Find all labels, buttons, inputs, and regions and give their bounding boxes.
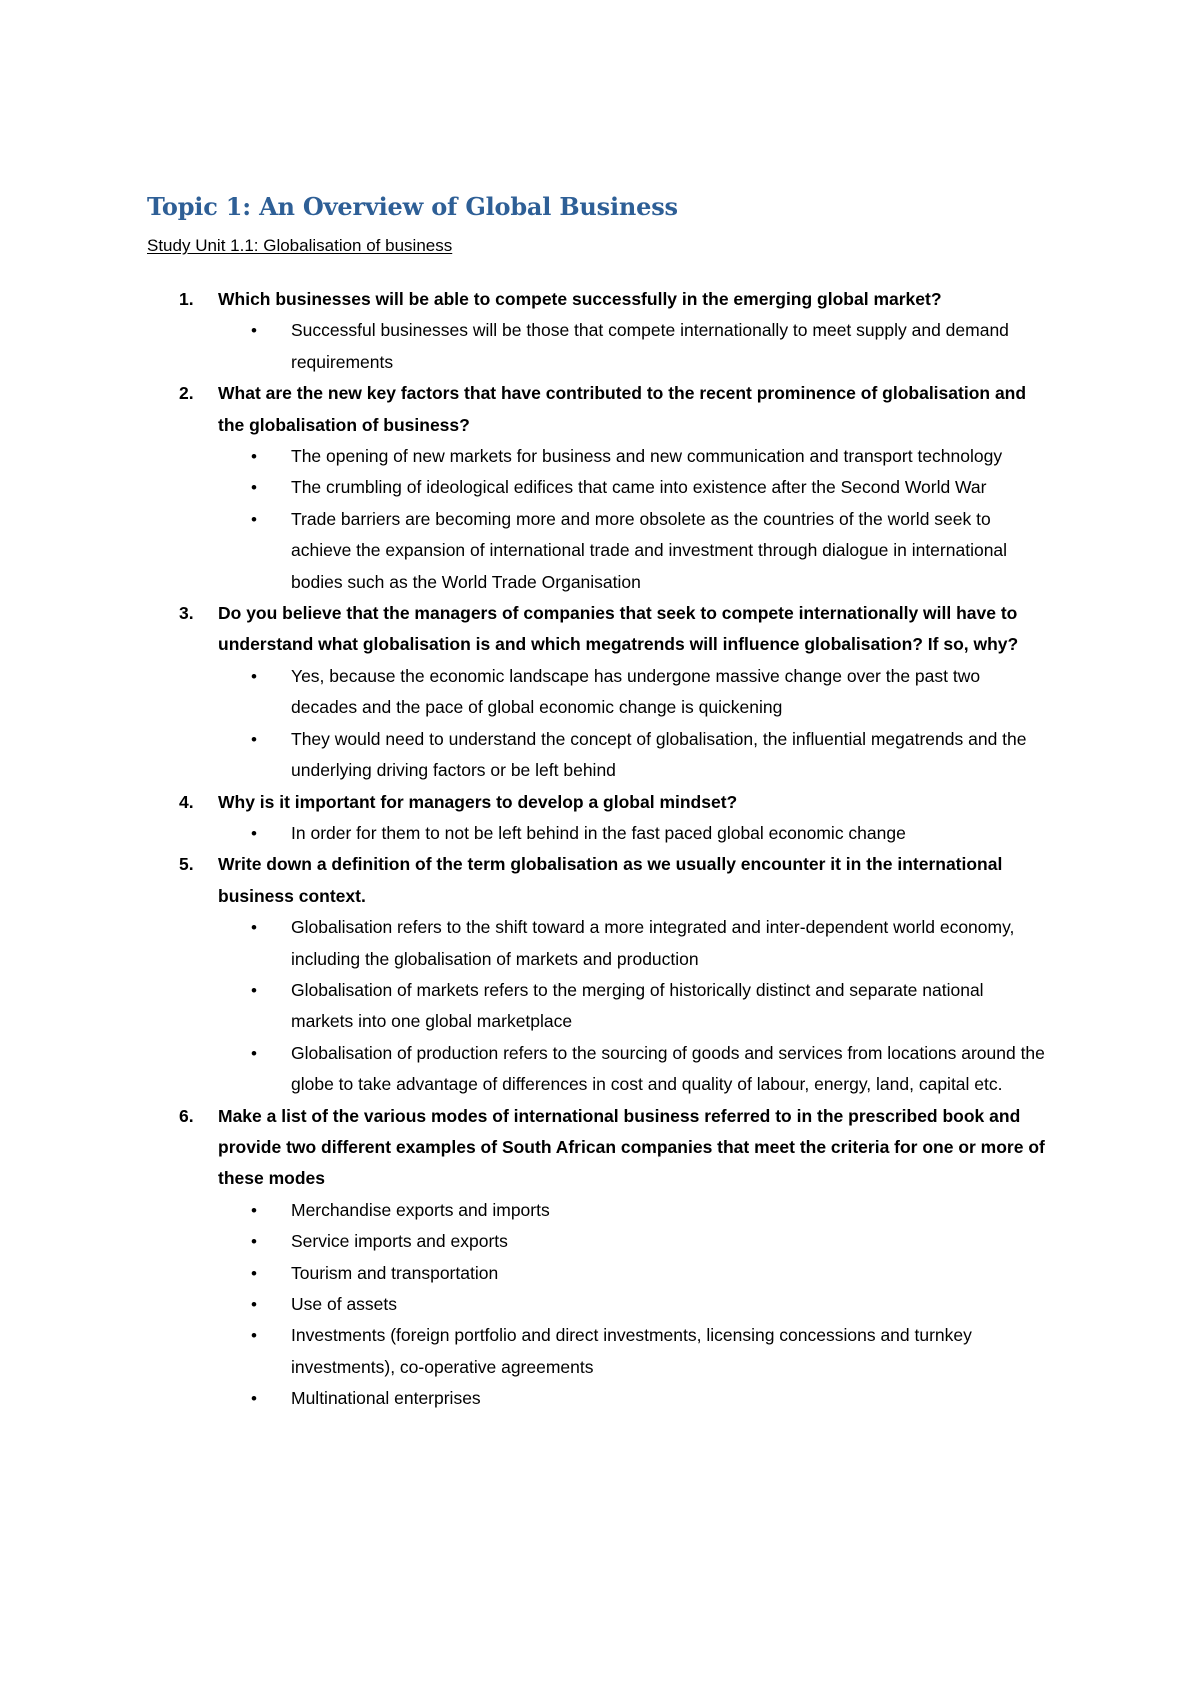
bullet-icon: • <box>251 509 257 529</box>
answer-item <box>0 975 1050 1038</box>
bullet-icon: • <box>251 1263 257 1283</box>
question-item <box>0 284 1200 378</box>
bullet-icon: • <box>251 478 257 498</box>
question-number: 6. <box>179 1105 194 1126</box>
answer-text: Trade barriers are becoming more and more obsolete as the countries of the world seek to achieve the expansion of international trade and investment through dialogue in international bodies such as the World Trade Organisation <box>291 508 1008 592</box>
answer-list <box>218 818 1050 849</box>
answer-item <box>0 1195 1050 1226</box>
answer-item <box>0 1320 1050 1383</box>
bullet-icon: • <box>251 447 257 467</box>
question-text: What are the new key factors that have contributed to the recent prominence of globalisation and the globalisation of business? <box>218 383 1027 435</box>
answer-item <box>0 1038 1050 1101</box>
answer-text: Merchandise exports and imports <box>291 1199 550 1220</box>
bullet-icon: • <box>251 321 257 341</box>
answer-text: In order for them to not be left behind in the fast paced global economic change <box>291 822 906 843</box>
bullet-icon: • <box>251 1043 257 1063</box>
answer-text: Globalisation refers to the shift toward a more integrated and inter-dependent world economy, including the globalisation of markets and production <box>291 917 1015 969</box>
question-item <box>0 849 1200 1100</box>
bullet-icon: • <box>251 666 257 686</box>
answer-list <box>218 441 1050 598</box>
question-text: Why is it important for managers to develop a global mindset? <box>218 791 738 812</box>
answer-item <box>0 315 1050 378</box>
question-number: 2. <box>179 383 194 404</box>
bullet-icon: • <box>251 823 257 843</box>
answer-text: Globalisation of markets refers to the merging of historically distinct and separate national markets into one global marketplace <box>291 979 984 1032</box>
answer-text: Use of assets <box>291 1294 398 1314</box>
answer-list <box>218 661 1050 787</box>
bullet-icon: • <box>251 729 257 749</box>
question-text: Make a list of the various modes of international business referred to in the prescribed book and provide two different examples of South African companies that meet the criteria for one or more of these modes <box>218 1105 1045 1189</box>
question-item <box>0 787 1200 850</box>
bullet-icon: • <box>251 1295 257 1314</box>
answer-text: The crumbling of ideological edifices that came into existence after the Second World War <box>291 477 987 498</box>
question-text: Do you believe that the managers of companies that seek to compete internationally will have to understand what globalisation is and which megatrends will influence globalisation? If so, why? <box>218 603 1019 655</box>
question-item <box>0 378 1200 598</box>
bullet-icon: • <box>251 1389 257 1409</box>
answer-text: Yes, because the economic landscape has undergone massive change over the past two decades and the pace of global economic change is quickening <box>291 665 981 718</box>
bullet-icon: • <box>251 980 257 1000</box>
question-number: 1. <box>179 289 194 309</box>
answer-item <box>0 912 1050 975</box>
answer-text: Tourism and transportation <box>291 1262 499 1283</box>
question-number: 4. <box>179 791 194 812</box>
answer-text: Globalisation of production refers to the sourcing of goods and services from locations around the globe to take advantage of differences in cost and quality of labour, energy, land, capital etc. <box>291 1042 1045 1095</box>
topic-title: Topic 1: An Overview of Global Business <box>147 192 678 221</box>
answer-list <box>218 912 1050 1100</box>
answer-list <box>218 315 1050 378</box>
answer-item <box>0 1383 1050 1414</box>
answer-item <box>0 1289 1050 1320</box>
study-unit-heading: Study Unit 1.1: Globalisation of business <box>147 236 453 255</box>
answer-item <box>0 661 1050 724</box>
answer-text: The opening of new markets for business and new communication and transport technology <box>291 446 1003 467</box>
question-list <box>0 284 1200 1415</box>
bullet-icon: • <box>251 1326 257 1346</box>
answer-item <box>0 504 1050 598</box>
answer-text: Service imports and exports <box>291 1231 508 1252</box>
question-text: Write down a definition of the term globalisation as we usually encounter it in the international business context. <box>218 854 1003 906</box>
answer-item <box>0 724 1050 787</box>
question-number: 3. <box>179 603 194 624</box>
answer-item <box>0 1226 1050 1257</box>
bullet-icon: • <box>251 918 257 938</box>
answer-item <box>0 818 1050 849</box>
answer-text: Successful businesses will be those that compete internationally to meet supply and demand requirements <box>291 320 1009 372</box>
question-item <box>0 598 1200 786</box>
question-text: Which businesses will be able to compete successfully in the emerging global market? <box>218 289 942 309</box>
answer-item <box>0 472 1050 503</box>
answer-text: Multinational enterprises <box>291 1388 481 1409</box>
question-number: 5. <box>179 854 194 875</box>
answer-list <box>218 1195 1050 1415</box>
question-item <box>0 1101 1200 1415</box>
bullet-icon: • <box>251 1232 257 1252</box>
answer-text: They would need to understand the concept of globalisation, the influential megatrends and the underlying driving factors or be left behind <box>291 728 1027 781</box>
answer-item <box>0 1258 1050 1289</box>
bullet-icon: • <box>251 1200 257 1220</box>
answer-item <box>0 441 1050 472</box>
answer-text: Investments (foreign portfolio and direct investments, licensing concessions and turnkey investments), co-operative agreements <box>291 1325 972 1377</box>
